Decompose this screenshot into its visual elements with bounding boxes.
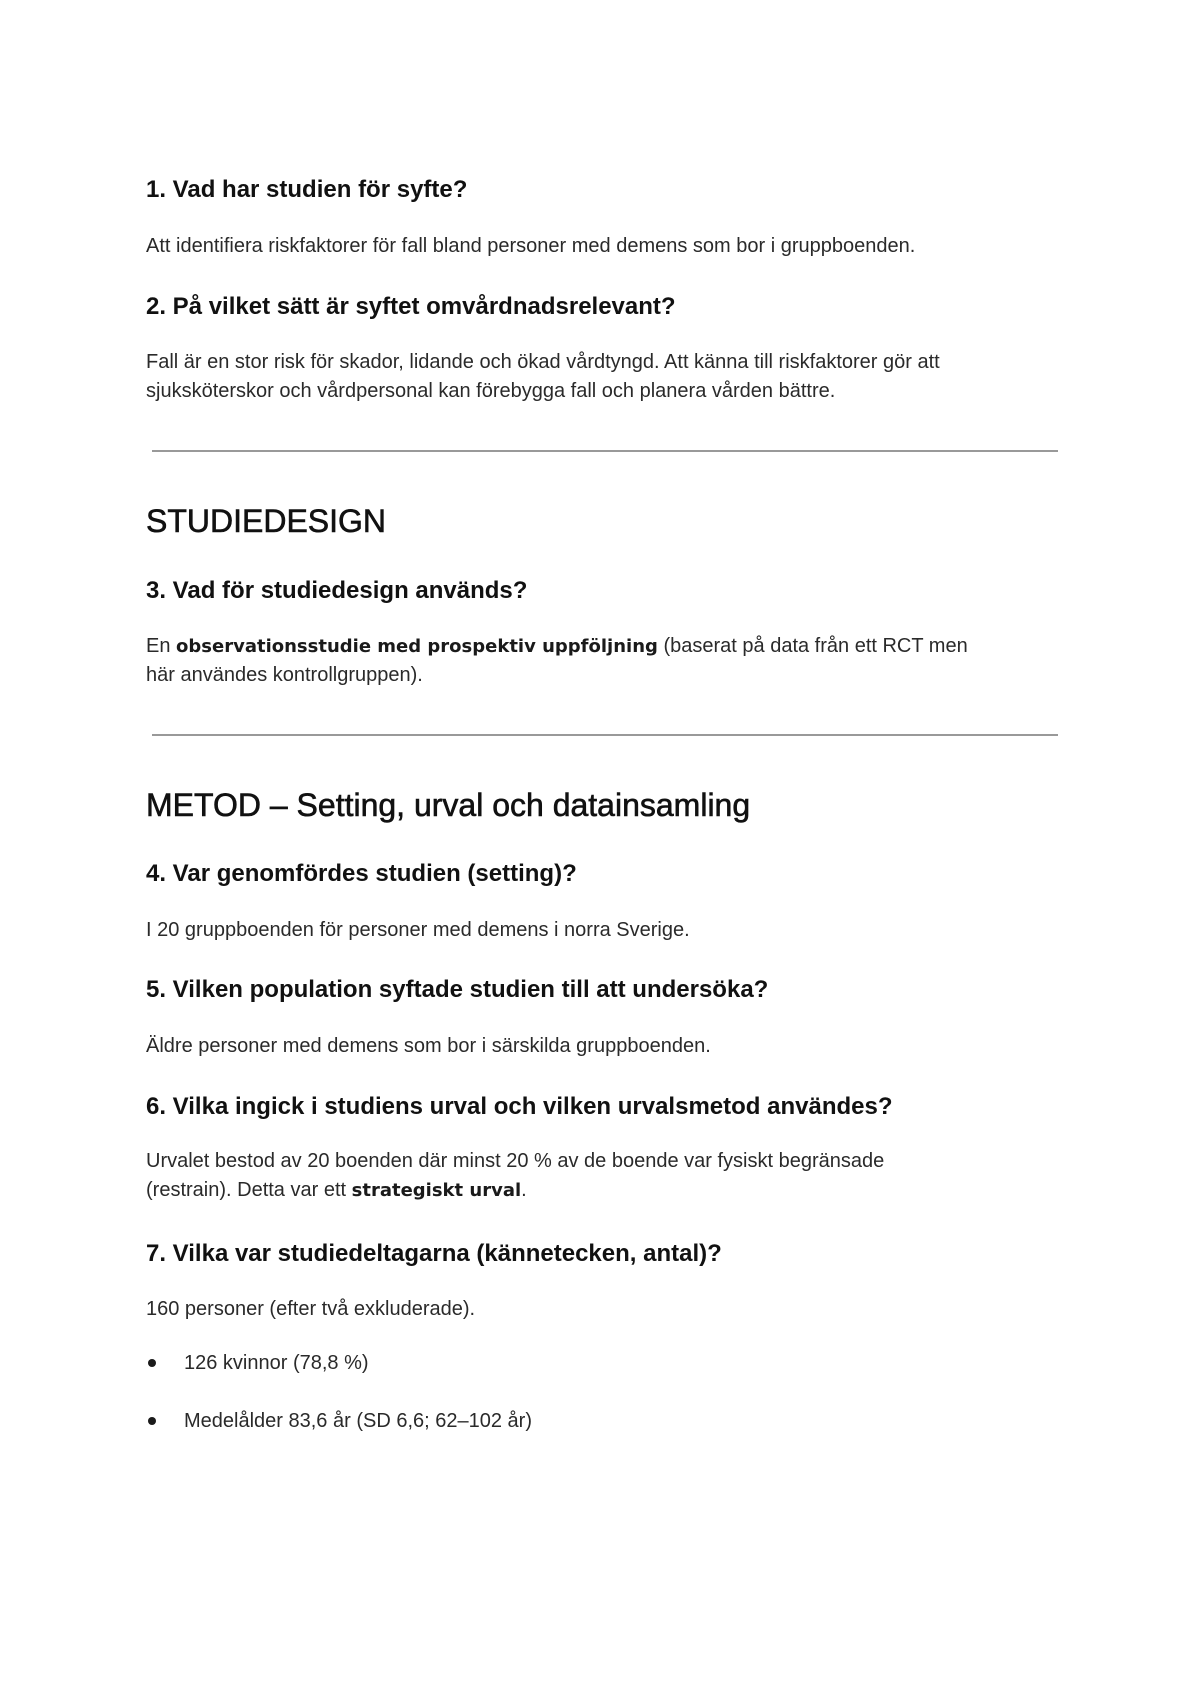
- question-5-answer: Äldre personer med demens som bor i särskilda gruppboenden.: [146, 1035, 711, 1057]
- question-2-answer-line-1: Fall är en stor risk för skador, lidande och ökad vårdtyngd. Att känna till riskfaktorer gör att: [146, 351, 940, 373]
- list-item-text: 126 kvinnor (78,8 %): [184, 1352, 369, 1374]
- question-7-heading: 7. Vilka var studiedeltagarna (kännetecken, antal)?: [146, 1240, 722, 1267]
- bullet-icon: [148, 1417, 156, 1425]
- question-1-answer: Att identifiera riskfaktorer för fall bland personer med demens som bor i gruppboenden.: [146, 235, 916, 257]
- question-3-heading: 3. Vad för studiedesign används?: [146, 577, 528, 604]
- question-3-answer-prefix: En: [146, 635, 177, 657]
- question-3-answer-suffix: (baserat på data från ett RCT men: [657, 635, 968, 657]
- list-item: [184, 1407, 532, 1435]
- studiedesign-heading: STUDIEDESIGN: [146, 503, 387, 539]
- question-3-answer-line-2: här användes kontrollgruppen).: [146, 664, 423, 686]
- question-3-answer: [146, 632, 1056, 690]
- question-6-answer-bold: strategiskt urval: [351, 1180, 522, 1201]
- question-4-answer: I 20 gruppboenden för personer med demens i norra Sverige.: [146, 919, 690, 941]
- question-6-heading: 6. Vilka ingick i studiens urval och vilken urvalsmetod användes?: [146, 1093, 893, 1120]
- list-item-text: Medelålder 83,6 år (SD 6,6; 62–102 år): [184, 1410, 532, 1432]
- question-4-heading: 4. Var genomfördes studien (setting)?: [146, 860, 577, 887]
- question-6-answer: [146, 1147, 1056, 1205]
- question-6-answer-line-1: Urvalet bestod av 20 boenden där minst 20 % av de boende var fysiskt begränsade: [146, 1150, 885, 1172]
- bullet-icon: [148, 1359, 156, 1367]
- section-divider: [152, 450, 1058, 452]
- metod-heading: METOD – Setting, urval och datainsamling: [146, 787, 751, 823]
- question-6-answer-line-2-prefix: (restrain). Detta var ett: [146, 1179, 352, 1201]
- question-3-answer-bold: observationsstudie med prospektiv uppföljning: [176, 636, 658, 657]
- question-2-answer: [146, 348, 1056, 406]
- list-item: [184, 1349, 369, 1377]
- question-2-heading: 2. På vilket sätt är syftet omvårdnadsrelevant?: [146, 293, 676, 320]
- question-2-answer-line-2: sjuksköterskor och vårdpersonal kan förebygga fall och planera vården bättre.: [146, 380, 836, 402]
- question-7-answer: 160 personer (efter två exkluderade).: [146, 1298, 476, 1320]
- question-6-answer-line-2-suffix: .: [521, 1179, 527, 1201]
- question-5-heading: 5. Vilken population syftade studien till att undersöka?: [146, 976, 769, 1003]
- section-divider: [152, 734, 1058, 736]
- question-1-heading: 1. Vad har studien för syfte?: [146, 176, 468, 203]
